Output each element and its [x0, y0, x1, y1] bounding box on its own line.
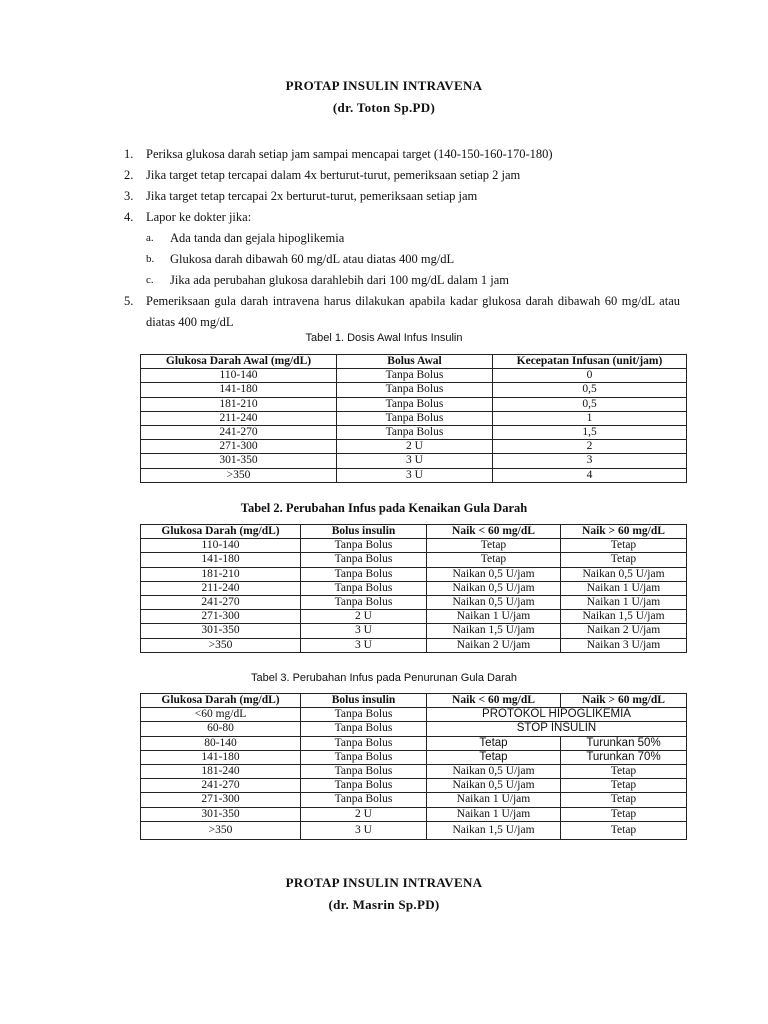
- column-header: Kecepatan Infusan (unit/jam): [493, 355, 687, 369]
- table-row: [141, 807, 687, 821]
- table-row: [141, 440, 687, 454]
- table-row: [141, 369, 687, 383]
- table-cell: 241-270: [141, 779, 301, 793]
- table-row: [141, 553, 687, 567]
- table2: [140, 524, 687, 653]
- table-cell: Tetap: [427, 750, 561, 764]
- table-cell: >350: [141, 821, 301, 839]
- table-row: [141, 821, 687, 839]
- table3: [140, 693, 687, 840]
- list-text: Lapor ke dokter jika:: [146, 210, 252, 224]
- sub-list-text: Glukosa darah dibawah 60 mg/dL atau diatas 400 mg/dL: [170, 252, 455, 266]
- list-text: Jika target tetap tercapai dalam 4x berturut-turut, pemeriksaan setiap 2 jam: [146, 168, 521, 182]
- sub-list: [146, 228, 680, 291]
- table-cell: Tanpa Bolus: [337, 383, 493, 397]
- table-cell: 181-240: [141, 765, 301, 779]
- table-cell: 0: [493, 369, 687, 383]
- table-cell: Tanpa Bolus: [301, 793, 427, 807]
- table-row: [141, 426, 687, 440]
- table-cell: 0,5: [493, 383, 687, 397]
- table-cell: Tetap: [427, 736, 561, 750]
- table-row: [141, 624, 687, 638]
- list-number: 2.: [124, 168, 134, 182]
- table-cell: 141-180: [141, 553, 301, 567]
- table-row: [141, 779, 687, 793]
- table-cell: Tetap: [561, 821, 687, 839]
- table-cell: Naikan 1 U/jam: [427, 807, 561, 821]
- table-cell: Tetap: [561, 807, 687, 821]
- table-cell: <60 mg/dL: [141, 708, 301, 722]
- table-cell: Turunkan 70%: [561, 750, 687, 764]
- table-cell: 301-350: [141, 624, 301, 638]
- table-cell: Naikan 1 U/jam: [561, 596, 687, 610]
- table-cell: 181-210: [141, 567, 301, 581]
- table1: [140, 354, 687, 483]
- table-cell: Tetap: [427, 553, 561, 567]
- table-cell: 2 U: [337, 440, 493, 454]
- table-cell: Tetap: [561, 539, 687, 553]
- table-cell: 211-240: [141, 411, 337, 425]
- list-number: 1.: [124, 147, 134, 161]
- list-number: 4.: [124, 210, 134, 224]
- table-cell: 3 U: [301, 638, 427, 652]
- sub-list-text: Ada tanda dan gejala hipoglikemia: [170, 231, 345, 245]
- section2-author: (dr. Masrin Sp.PD): [328, 897, 440, 912]
- column-header: Glukosa Darah (mg/dL): [141, 694, 301, 708]
- table2-caption: Tabel 2. Perubahan Infus pada Kenaikan Gula Darah: [240, 501, 528, 515]
- table-cell: 3: [493, 454, 687, 468]
- section1-author: (dr. Toton Sp.PD): [332, 100, 436, 115]
- table-cell: 271-300: [141, 793, 301, 807]
- table-cell: Tetap: [561, 793, 687, 807]
- table-cell: 141-180: [141, 750, 301, 764]
- table-row: [141, 638, 687, 652]
- sub-list-item: [146, 249, 680, 270]
- table-cell: Naikan 3 U/jam: [561, 638, 687, 652]
- sub-list-letter: c.: [146, 274, 154, 286]
- table-cell: Tetap: [427, 539, 561, 553]
- table-cell-merged: PROTOKOL HIPOGLIKEMIA: [427, 708, 687, 722]
- sub-list-item: [146, 228, 680, 249]
- table-cell: 0,5: [493, 397, 687, 411]
- instruction-list: [124, 144, 680, 333]
- table-cell: Naikan 1,5 U/jam: [427, 624, 561, 638]
- table-cell-merged: STOP INSULIN: [427, 722, 687, 736]
- table-cell: Tanpa Bolus: [337, 397, 493, 411]
- table-cell: 110-140: [141, 369, 337, 383]
- column-header: Naik < 60 mg/dL: [427, 694, 561, 708]
- table-row: [141, 567, 687, 581]
- table-cell: 181-210: [141, 397, 337, 411]
- table-row: [141, 736, 687, 750]
- table-cell: Tetap: [561, 553, 687, 567]
- table-row: [141, 539, 687, 553]
- table-cell: Naikan 2 U/jam: [561, 624, 687, 638]
- list-text: Periksa glukosa darah setiap jam sampai mencapai target (140-150-160-170-180): [146, 147, 553, 161]
- table-cell: 2 U: [301, 807, 427, 821]
- column-header: Bolus insulin: [301, 525, 427, 539]
- table-cell: Naikan 1 U/jam: [427, 793, 561, 807]
- table-cell: Tanpa Bolus: [337, 369, 493, 383]
- table-row: [141, 765, 687, 779]
- table-cell: 1,5: [493, 426, 687, 440]
- list-number: 3.: [124, 189, 134, 203]
- table-row: [141, 581, 687, 595]
- table-row: [141, 793, 687, 807]
- table-row: [141, 750, 687, 764]
- list-item: [124, 144, 680, 165]
- list-text: Pemeriksaan gula darah intravena harus dilakukan apabila kadar glukosa darah dibawah 60 mg/dL atau diatas 400 mg/dL: [146, 294, 680, 329]
- column-header: Naik < 60 mg/dL: [427, 525, 561, 539]
- column-header: Naik > 60 mg/dL: [561, 694, 687, 708]
- list-text: Jika target tetap tercapai 2x berturut-turut, pemeriksaan setiap jam: [146, 189, 478, 203]
- table-cell: >350: [141, 468, 337, 482]
- table1-caption: Tabel 1. Dosis Awal Infus Insulin: [305, 332, 463, 344]
- table-cell: Tanpa Bolus: [301, 567, 427, 581]
- table-row: [141, 454, 687, 468]
- list-number: 5.: [124, 294, 134, 308]
- table-cell: Naikan 1,5 U/jam: [561, 610, 687, 624]
- table-cell: Naikan 0,5 U/jam: [427, 765, 561, 779]
- column-header: Glukosa Darah Awal (mg/dL): [141, 355, 337, 369]
- sub-list-letter: a.: [146, 232, 154, 244]
- table-cell: Tetap: [561, 765, 687, 779]
- table-row: [141, 468, 687, 482]
- table-row: [141, 397, 687, 411]
- table-cell: 1: [493, 411, 687, 425]
- table-cell: Naikan 0,5 U/jam: [427, 581, 561, 595]
- table-cell: 3 U: [301, 821, 427, 839]
- table-cell: Naikan 1,5 U/jam: [427, 821, 561, 839]
- table-cell: 80-140: [141, 736, 301, 750]
- table-row: [141, 383, 687, 397]
- table-cell: 3 U: [301, 624, 427, 638]
- table-row: [141, 411, 687, 425]
- table-cell: Turunkan 50%: [561, 736, 687, 750]
- table-cell: 301-350: [141, 807, 301, 821]
- table-cell: 4: [493, 468, 687, 482]
- table-cell: Tanpa Bolus: [301, 736, 427, 750]
- table-cell: 3 U: [337, 454, 493, 468]
- table-cell: 301-350: [141, 454, 337, 468]
- table-cell: 271-300: [141, 610, 301, 624]
- table-cell: 271-300: [141, 440, 337, 454]
- column-header: Naik > 60 mg/dL: [561, 525, 687, 539]
- table-cell: 3 U: [337, 468, 493, 482]
- section2-title: PROTAP INSULIN INTRAVENA: [285, 875, 483, 890]
- table-cell: >350: [141, 638, 301, 652]
- table-cell: 2 U: [301, 610, 427, 624]
- table-cell: Naikan 1 U/jam: [561, 581, 687, 595]
- list-item: [124, 186, 680, 207]
- table-cell: Tanpa Bolus: [301, 539, 427, 553]
- column-header: Bolus Awal: [337, 355, 493, 369]
- column-header: Bolus insulin: [301, 694, 427, 708]
- table-cell: Naikan 0,5 U/jam: [427, 779, 561, 793]
- list-item: [124, 291, 680, 333]
- table-cell: 60-80: [141, 722, 301, 736]
- table-cell: Tanpa Bolus: [301, 750, 427, 764]
- sub-list-text: Jika ada perubahan glukosa darahlebih dari 100 mg/dL dalam 1 jam: [170, 273, 510, 287]
- table-cell: 141-180: [141, 383, 337, 397]
- table-cell: Tanpa Bolus: [301, 765, 427, 779]
- section1-title: PROTAP INSULIN INTRAVENA: [285, 78, 483, 93]
- table-cell: Tanpa Bolus: [301, 581, 427, 595]
- table-cell: 241-270: [141, 426, 337, 440]
- table-cell: Tetap: [561, 779, 687, 793]
- list-item: [124, 165, 680, 186]
- table-row: [141, 596, 687, 610]
- table-row: [141, 610, 687, 624]
- sub-list-item: [146, 270, 680, 291]
- table-header-row: [141, 525, 687, 539]
- table3-caption: Tabel 3. Perubahan Infus pada Penurunan Gula Darah: [250, 672, 518, 684]
- sub-list-letter: b.: [146, 253, 155, 265]
- table-cell: 110-140: [141, 539, 301, 553]
- table-cell: 211-240: [141, 581, 301, 595]
- table-cell: Naikan 1 U/jam: [427, 610, 561, 624]
- table-cell: 241-270: [141, 596, 301, 610]
- table-cell: Naikan 2 U/jam: [427, 638, 561, 652]
- table-cell: Naikan 0,5 U/jam: [561, 567, 687, 581]
- table-cell: Tanpa Bolus: [301, 722, 427, 736]
- table-cell: 2: [493, 440, 687, 454]
- table-cell: Tanpa Bolus: [301, 708, 427, 722]
- table-cell: Tanpa Bolus: [337, 426, 493, 440]
- table-cell: Tanpa Bolus: [301, 553, 427, 567]
- table-header-row: [141, 694, 687, 708]
- table-row: [141, 708, 687, 722]
- table-cell: Tanpa Bolus: [301, 779, 427, 793]
- list-item: [124, 207, 680, 291]
- table-header-row: [141, 355, 687, 369]
- table-cell: Tanpa Bolus: [301, 596, 427, 610]
- table-cell: Naikan 0,5 U/jam: [427, 596, 561, 610]
- table-row: [141, 722, 687, 736]
- table-cell: Naikan 0,5 U/jam: [427, 567, 561, 581]
- table-cell: Tanpa Bolus: [337, 411, 493, 425]
- column-header: Glukosa Darah (mg/dL): [141, 525, 301, 539]
